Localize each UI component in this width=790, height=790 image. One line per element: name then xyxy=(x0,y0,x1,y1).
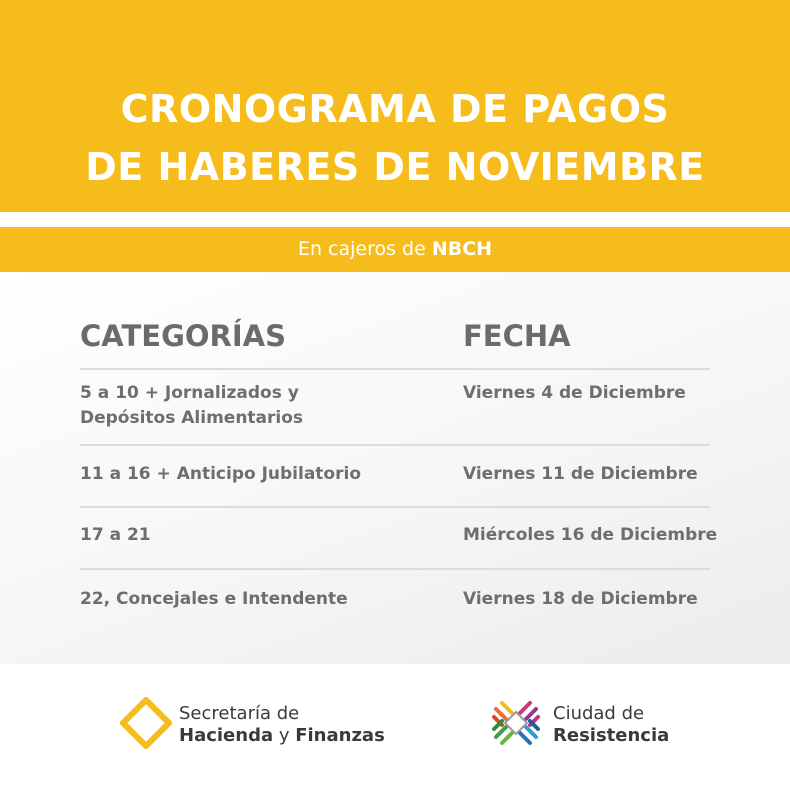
logo2-line1: Ciudad de xyxy=(553,703,645,724)
divider xyxy=(80,444,710,446)
band-bank: NBCH xyxy=(431,238,493,260)
subtitle-band xyxy=(0,227,790,272)
ciudad-logo-text xyxy=(553,703,669,747)
diamond-icon xyxy=(120,697,172,749)
table-row-category xyxy=(80,381,450,431)
table-row-date: Viernes 4 de Diciembre xyxy=(463,383,686,403)
ciudad-resistencia-icon xyxy=(490,697,542,749)
table-row-date: Miércoles 16 de Diciembre xyxy=(463,525,718,545)
band-prefix: En cajeros de xyxy=(297,238,432,260)
category-line: 5 a 10 + Jornalizados y xyxy=(80,383,299,403)
logo1-line2 xyxy=(179,725,385,747)
logo1-word-hacienda: Hacienda xyxy=(179,725,274,746)
divider xyxy=(80,506,710,508)
title-line-1: CRONOGRAMA DE PAGOS xyxy=(120,87,670,131)
table-row-category: 11 a 16 + Anticipo Jubilatorio xyxy=(80,464,362,484)
logo1-word-y: y xyxy=(273,725,296,746)
table-row-date: Viernes 11 de Diciembre xyxy=(463,464,698,484)
column-header-category: CATEGORÍAS xyxy=(80,319,286,353)
page-title xyxy=(0,80,790,196)
title-line-2: DE HABERES DE NOVIEMBRE xyxy=(85,145,705,189)
secretaria-logo-text xyxy=(179,703,385,747)
divider xyxy=(80,368,710,370)
category-line: Depósitos Alimentarios xyxy=(80,408,304,428)
logo1-word-finanzas: Finanzas xyxy=(295,725,385,746)
table-row-category: 17 a 21 xyxy=(80,525,151,545)
logo2-line2: Resistencia xyxy=(553,725,670,746)
column-header-date: FECHA xyxy=(463,319,571,353)
table-row-category: 22, Concejales e Intendente xyxy=(80,589,348,609)
divider xyxy=(80,568,710,570)
logo1-line1: Secretaría de xyxy=(179,703,300,724)
table-row-date: Viernes 18 de Diciembre xyxy=(463,589,698,609)
